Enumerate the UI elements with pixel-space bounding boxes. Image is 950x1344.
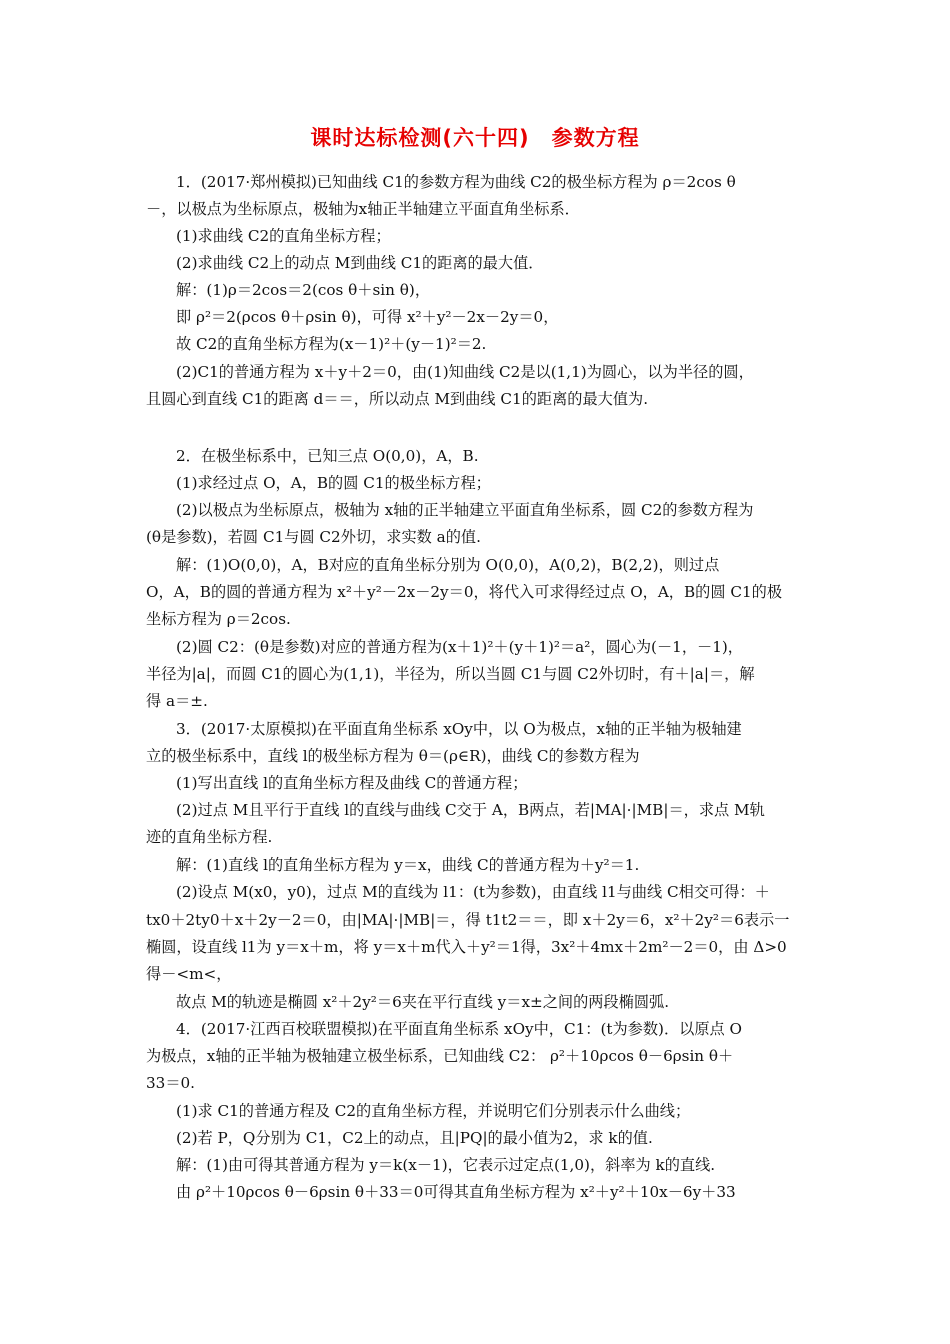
text-line: (θ是参数)，若圆 C1与圆 C2外切，求实数 a的值. [146,528,481,546]
text-line: (1)求曲线 C2的直角坐标方程； [176,227,391,245]
text-line: (2)C1的普通方程为 x＋y＋2＝0，由(1)知曲线 C2是以(1,1)为圆心，以为半径的圆， [176,363,754,381]
text-line: 故点 M的轨迹是椭圆 x²＋2y²＝6夹在平行直线 y＝x±之间的两段椭圆弧. [176,993,670,1011]
text-line: (2)圆 C2：(θ是参数)对应的普通方程为(x＋1)²＋(y＋1)²＝a²，圆心为(－1，－1)， [176,638,743,656]
text-line: 坐标方程为 ρ＝2cos. [146,610,291,628]
text-line: (1)求经过点 O，A，B的圆 C1的极坐标方程； [176,474,491,492]
text-line: (1)求 C1的普通方程及 C2的直角坐标方程，并说明它们分别表示什么曲线； [176,1102,691,1120]
text-line: (2)以极点为坐标原点，极轴为 x轴的正半轴建立平面直角坐标系，圆 C2的参数方程为 [176,501,754,519]
text-line: (2)求曲线 C2上的动点 M到曲线 C1的距离的最大值． [176,254,544,272]
text-line: 由 ρ²＋10ρcos θ－6ρsin θ＋33＝0可得其直角坐标方程为 x²＋y²＋10x－6y＋33 [176,1183,736,1201]
page-title: 课时达标检测(六十四) 参数方程 [310,126,640,150]
text-line: 1．(2017·郑州模拟)已知曲线 C1的参数方程为曲线 C2的极坐标方程为 ρ＝2cos θ [176,173,736,191]
text-line: 33＝0. [146,1074,196,1092]
text-line: (1)写出直线 l的直角坐标方程及曲线 C的普通方程； [176,774,528,792]
text-line: 为极点，x轴的正半轴为极轴建立极坐标系，已知曲线 C2： ρ²＋10ρcos θ－6ρsin θ＋ [146,1047,734,1065]
text-line: 立的极坐标系中，直线 l的极坐标方程为 θ＝(ρ∈R)，曲线 C的参数方程为 [146,747,640,765]
text-line: (2)设点 M(x0，y0)，过点 M的直线为 l1：(t为参数)，由直线 l1与曲线 C相交可得：＋ [176,883,770,901]
text-line: 半径为|a|，而圆 C1的圆心为(1,1)，半径为，所以当圆 C1与圆 C2外切时，有＋|a|＝，解 [146,665,755,683]
text-line: 故 C2的直角坐标方程为(x－1)²＋(y－1)²＝2. [176,335,487,353]
text-line: O，A，B的圆的普通方程为 x²＋y²－2x－2y＝0，将代入可求得经过点 O，A，B的圆 C1的极 [146,583,783,601]
text-line: －，以极点为坐标原点，极轴为x轴正半轴建立平面直角坐标系． [146,200,580,218]
text-line: 且圆心到直线 C1的距离 d＝＝，所以动点 M到曲线 C1的距离的最大值为. [146,390,649,408]
text-line: 得－<m<， [146,965,232,983]
text-line: 解：(1)直线 l的直角坐标方程为 y＝x，曲线 C的普通方程为＋y²＝1. [176,856,640,874]
text-line: (2)过点 M且平行于直线 l的直线与曲线 C交于 A，B两点，若|MA|·|MB|＝，求点 M轨 [176,801,765,819]
text-line: 解：(1)由可得其普通方程为 y＝k(x－1)，它表示过定点(1,0)，斜率为 k的直线. [176,1156,716,1174]
text-line: 3．(2017·太原模拟)在平面直角坐标系 xOy中，以 O为极点，x轴的正半轴为极轴建 [176,720,742,738]
text-line: 解：(1)O(0,0)，A，B对应的直角坐标分别为 O(0,0)，A(0,2)，B(2,2)，则过点 [176,556,720,574]
text-line: tx0＋2ty0＋x＋2y－2＝0，由|MA|·|MB|＝，得 t1t2＝＝，即 x＋2y＝6，x²＋2y²＝6表示一 [146,911,790,929]
text-line: 解：(1)ρ＝2cos＝2(cos θ＋sin θ)， [176,281,431,299]
text-line: 得 a＝±. [146,692,208,710]
text-line: 4．(2017·江西百校联盟模拟)在平面直角坐标系 xOy中，C1：(t为参数)．以原点 O [176,1020,742,1038]
text-line: 即 ρ²＝2(ρcos θ＋ρsin θ)，可得 x²＋y²－2x－2y＝0， [176,308,559,326]
text-line: (2)若 P，Q分别为 C1，C2上的动点，且|PQ|的最小值为2，求 k的值. [176,1129,653,1147]
text-line: 椭圆，设直线 l1为 y＝x＋m，将 y＝x＋m代入＋y²＝1得，3x²＋4mx＋2m²－2＝0，由 Δ>0 [146,938,787,956]
text-line: 迹的直角坐标方程. [146,828,273,846]
text-line: 2．在极坐标系中，已知三点 O(0,0)，A，B. [176,447,479,465]
